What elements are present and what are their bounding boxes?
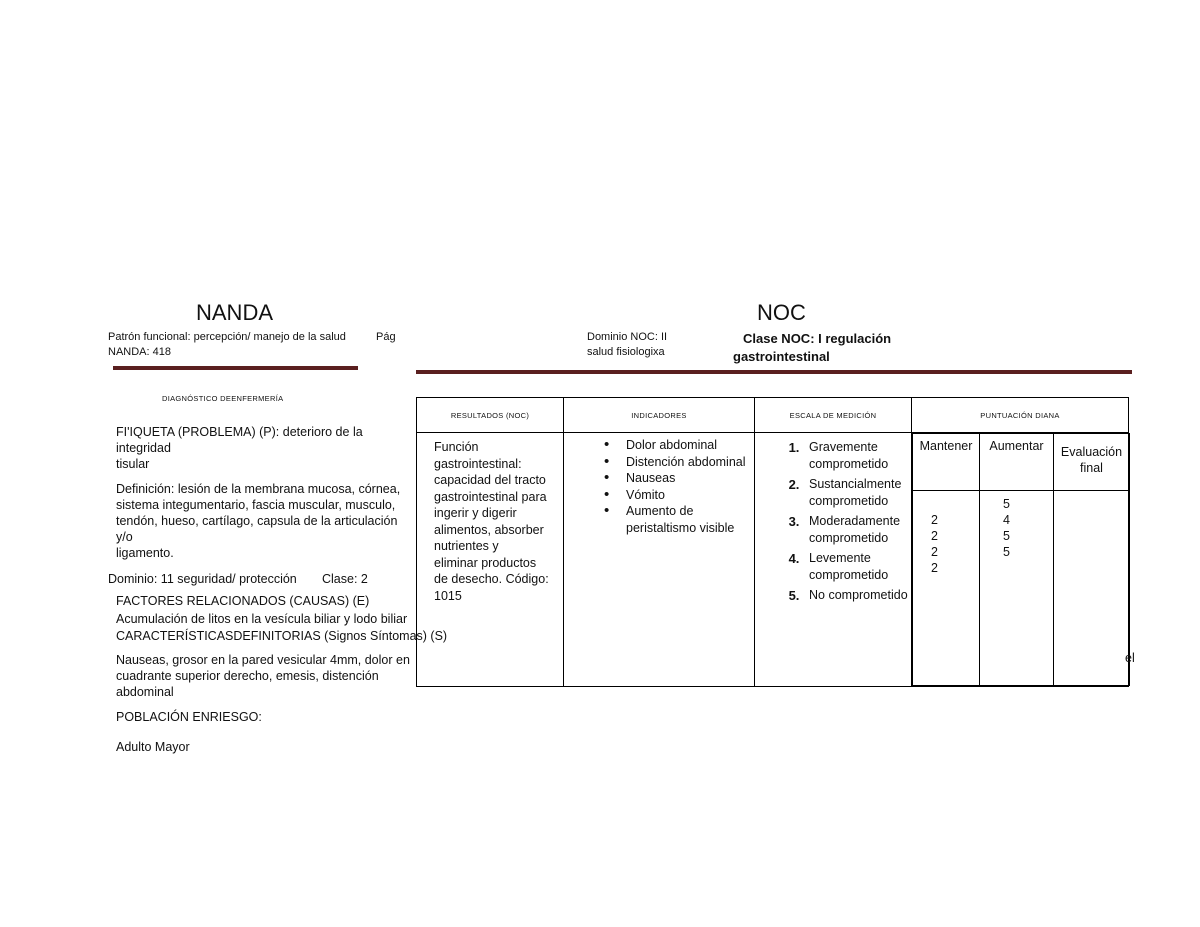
escala-text: No comprometido (809, 588, 908, 602)
indicadores-cell (564, 433, 755, 687)
nanda-divider (113, 366, 358, 370)
caracteristicas-line: abdominal (116, 685, 174, 699)
noc-dominio-line1: Dominio NOC: II (587, 331, 668, 343)
header-puntuacion: PUNTUACIÓN DIANA (912, 398, 1129, 433)
factores-text: Acumulación de litos en la vesícula biliar y lodo biliar (116, 612, 408, 626)
resultado-line: Función (434, 440, 479, 454)
factores-heading: FACTORES RELACIONADOS (CAUSAS) (E) (116, 594, 370, 608)
resultado-line: capacidad del tracto (434, 473, 546, 487)
indicador-item: • Vómito (626, 487, 750, 504)
patron-funcional: Patrón funcional: percepción/ manejo de la salud (108, 331, 346, 343)
escala-item (779, 439, 911, 473)
escala-num: 3. (788, 514, 800, 529)
caracteristicas-block (116, 652, 416, 700)
header-indicadores: INDICADORES (564, 398, 755, 433)
aumentar-value: 5 (1003, 529, 1010, 543)
resultado-line: alimentos, absorber (434, 522, 544, 537)
escala-item (779, 550, 911, 584)
escala-num: 1. (788, 440, 800, 455)
poblacion-value: Adulto Mayor (116, 740, 190, 754)
nanda-title: NANDA (196, 300, 274, 325)
nanda-number: NANDA: 418 (108, 346, 171, 358)
escala-num: 5. (788, 588, 800, 603)
escala-text: Sustancialmente comprometido (809, 477, 902, 508)
indicador-item: • Distención abdominal (626, 454, 750, 471)
mantener-label: Mantener (913, 434, 980, 491)
definicion-block (116, 481, 416, 561)
resultado-line: ingerir y digerir (434, 506, 517, 520)
aumentar-values (980, 491, 1054, 686)
escala-item (779, 513, 911, 547)
dominio-nanda: Dominio: 11 seguridad/ protección (108, 572, 297, 586)
resultado-line: de desecho. Código: (434, 572, 549, 586)
escala-text: Gravemente comprometido (809, 440, 889, 471)
etiqueta-block (116, 424, 416, 472)
escala-list (755, 439, 911, 604)
header-escala: ESCALA DE MEDICIÓN (755, 398, 912, 433)
poblacion-heading: POBLACIÓN ENRIESGO: (116, 710, 262, 724)
aumentar-value: 4 (1003, 513, 1010, 527)
resultado-line: gastrointestinal: (434, 456, 522, 471)
mantener-value: 2 (931, 561, 938, 575)
noc-dominio-line2: salud fisiologixa (587, 346, 665, 358)
definicion-line: Definición: lesión de la membrana mucosa, córnea, (116, 482, 401, 496)
aumentar-value: 5 (1003, 545, 1010, 559)
clase-nanda: Clase: 2 (322, 572, 368, 586)
escala-item (779, 476, 911, 510)
etiqueta-line1: FI'IQUETA (PROBLEMA) (P): deterioro de la integridad (116, 425, 363, 455)
aumentar-label: Aumentar (980, 434, 1054, 491)
noc-clase-line1: Clase NOC: I regulación (743, 331, 892, 346)
indicador-item: • Aumento de peristaltismo visible (626, 503, 750, 536)
escala-num: 2. (788, 477, 800, 492)
definicion-line: sistema integumentario, fascia muscular, musculo, (116, 498, 396, 512)
noc-title: NOC (757, 300, 806, 325)
escala-item (779, 587, 911, 604)
escala-text: Moderadamente comprometido (809, 514, 901, 545)
definicion-line: tendón, hueso, cartílago, capsula de la articulación y/o (116, 514, 398, 544)
definicion-line: ligamento. (116, 546, 174, 560)
caracteristicas-heading: CARACTERÍSTICASDEFINITORIAS (Signos Síntomas) (S) (116, 629, 448, 643)
caracteristicas-line: cuadrante superior derecho, emesis, distención (116, 669, 379, 683)
resultado-line: 1015 (434, 588, 462, 603)
header-resultados: RESULTADOS (NOC) (417, 398, 564, 433)
etiqueta-line2: tisular (116, 457, 150, 471)
resultados-cell (417, 433, 564, 687)
resultado-line: eliminar productos (434, 555, 537, 570)
mantener-value: 2 (931, 529, 938, 543)
puntuacion-subtable (912, 433, 1130, 686)
noc-divider (416, 370, 1132, 374)
puntuacion-cell (912, 433, 1129, 687)
indicador-item: • Dolor abdominal (626, 437, 750, 454)
evaluacion-values (1054, 491, 1130, 686)
resultado-line: nutrientes y (434, 539, 499, 553)
mantener-value: 2 (931, 545, 938, 559)
mantener-value: 2 (931, 513, 938, 527)
noc-clase-line2: gastrointestinal (733, 349, 830, 364)
resultado-line: gastrointestinal para (434, 489, 547, 504)
diagnostico-heading: DIAGNÓSTICO DEENFERMERÍA (162, 394, 284, 403)
mantener-values (913, 491, 980, 686)
escala-cell (755, 433, 912, 687)
noc-table (416, 397, 1129, 687)
evaluacion-label: Evaluación final (1054, 434, 1130, 491)
stray-text: el (1125, 651, 1135, 665)
aumentar-value: 5 (1003, 497, 1010, 511)
indicadores-list (564, 437, 754, 536)
pag-label: Pág (376, 331, 396, 343)
caracteristicas-line: Nauseas, grosor en la pared vesicular 4mm, dolor en (116, 653, 410, 667)
escala-num: 4. (788, 551, 800, 566)
escala-text: Levemente comprometido (809, 551, 889, 582)
indicador-item: • Nauseas (626, 470, 750, 487)
